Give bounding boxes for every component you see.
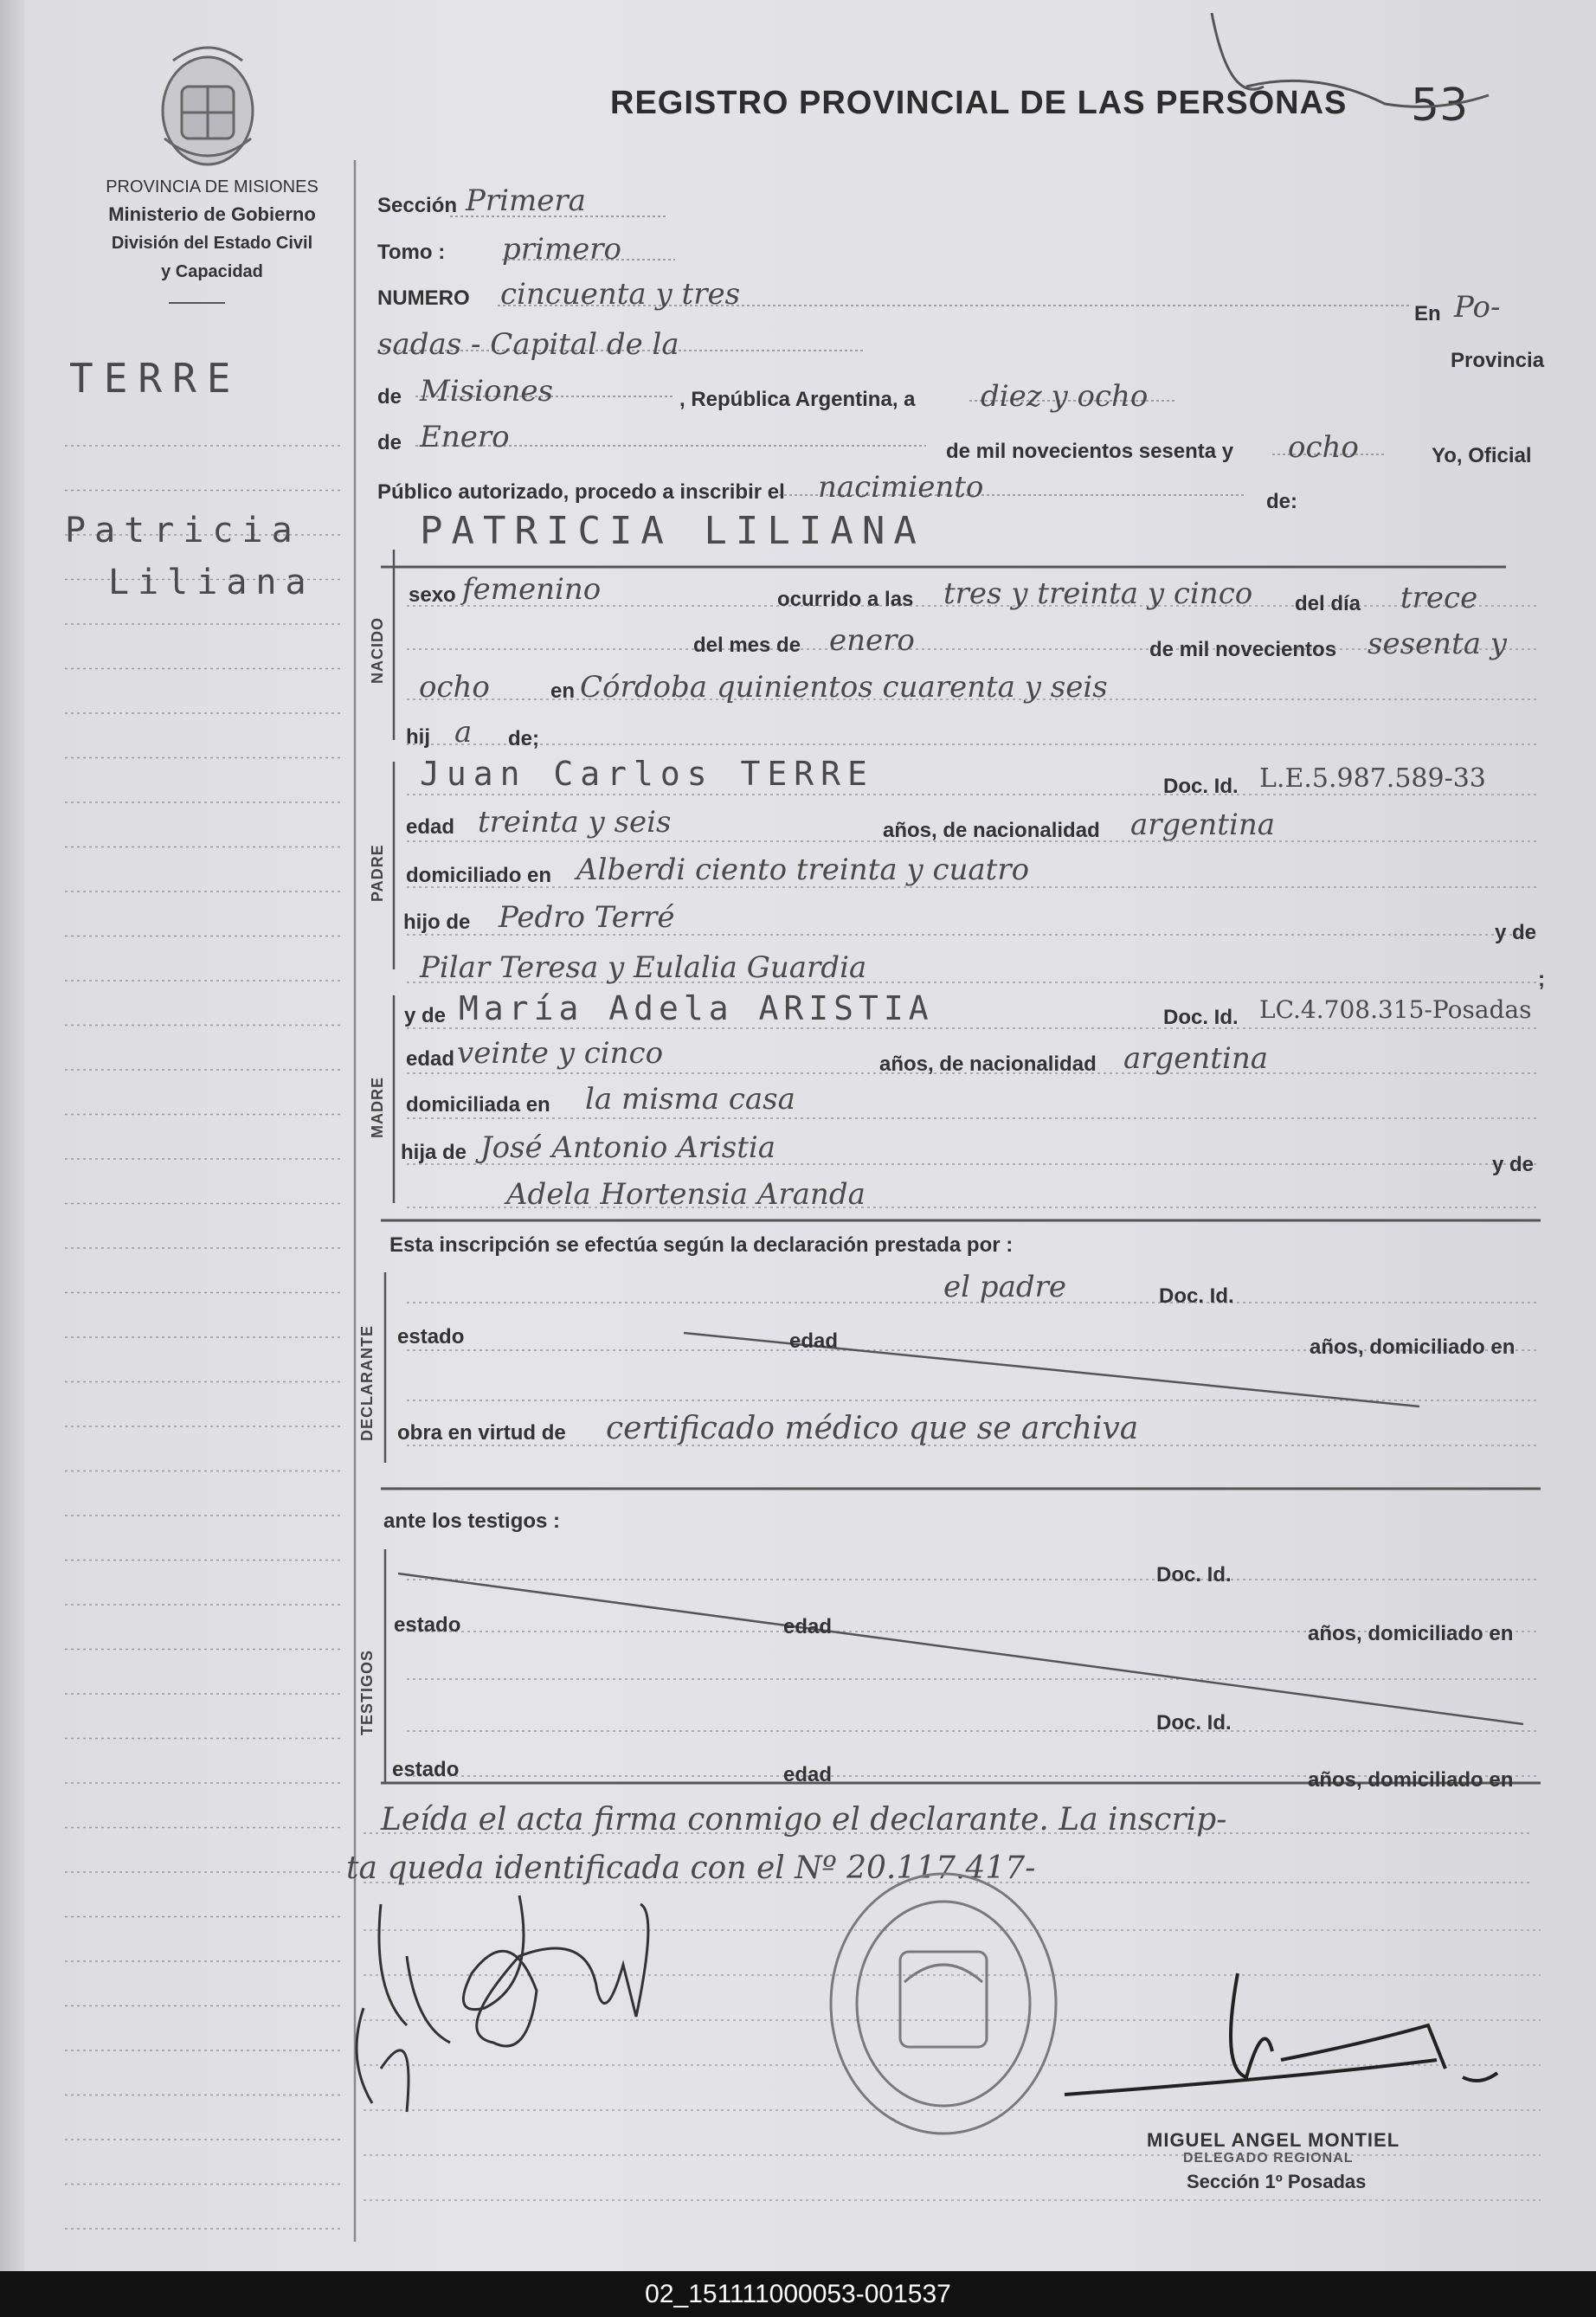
signatory-role: DELEGADO REGIONAL xyxy=(1183,2151,1354,2166)
entry-city-1: Po- xyxy=(1454,290,1501,325)
madre-doc: LC.4.708.315-Posadas xyxy=(1259,995,1532,1024)
label-del-mes: del mes de xyxy=(693,634,801,657)
madre-padre: José Antonio Aristia xyxy=(480,1130,776,1165)
madre-madre: Adela Hortensia Aranda xyxy=(506,1177,866,1212)
label-y-de-madre: y de xyxy=(404,1004,447,1027)
entry-dia: trece xyxy=(1400,581,1478,615)
label-doc-testigo-2: Doc. Id. xyxy=(1156,1711,1232,1735)
label-efectua: Esta inscripción se efectúa según la declaración prestada por : xyxy=(389,1233,1014,1257)
entry-lugar: Córdoba quinientos cuarenta y seis xyxy=(580,670,1108,705)
padre-nacionalidad: argentina xyxy=(1130,808,1276,842)
entry-fecha-mes: Enero xyxy=(420,420,510,454)
label-de-2: de xyxy=(377,431,402,454)
label-de-mil-nov: de mil novecientos xyxy=(1149,638,1337,661)
label-doc-testigo-1: Doc. Id. xyxy=(1156,1563,1232,1587)
label-edad-testigo-1: edad xyxy=(783,1615,833,1638)
section-label-testigos: TESTIGOS xyxy=(358,1649,376,1735)
closing-line-1: Leída el acta firma conmigo el declarante. La inscrip- xyxy=(381,1802,1227,1838)
entry-ano-nac-2: ocho xyxy=(419,670,490,705)
image-id: 02_151111000053-001537 xyxy=(645,2279,951,2308)
padre-padre: Pedro Terré xyxy=(499,900,675,935)
label-doc-madre: Doc. Id. xyxy=(1163,1006,1239,1029)
madre-edad: veinte y cinco xyxy=(457,1036,664,1071)
image-id-footer xyxy=(0,2271,1596,2317)
label-edad-madre: edad xyxy=(406,1047,455,1071)
label-seccion: Sección xyxy=(377,194,458,217)
madre-nombre: María Adela ARISTIA xyxy=(459,989,934,1027)
label-ocurrido: ocurrido a las xyxy=(777,588,914,611)
label-yo-oficial: Yo, Oficial xyxy=(1432,444,1532,467)
entry-nombre: PATRICIA LILIANA xyxy=(420,509,925,553)
label-de-mil: de mil novecientos sesenta y xyxy=(946,440,1234,463)
entry-mes: enero xyxy=(829,623,915,658)
label-domiciliada: domiciliada en xyxy=(406,1093,550,1117)
entry-provincia: Misiones xyxy=(420,374,553,409)
label-domiciliado: domiciliado en xyxy=(406,864,552,887)
label-doc-declarante: Doc. Id. xyxy=(1159,1284,1234,1308)
label-anos-dom-declarante: años, domiciliado en xyxy=(1310,1335,1516,1359)
margin-surname: TERRE xyxy=(69,355,241,402)
padre-domicilio: Alberdi ciento treinta y cuatro xyxy=(576,853,1030,887)
entry-sexo: femenino xyxy=(462,572,602,607)
section-label-declarante: DECLARANTE xyxy=(358,1325,376,1441)
entry-hora: tres y treinta y cinco xyxy=(943,576,1253,611)
entry-fecha-dia: diez y ocho xyxy=(981,379,1149,414)
label-edad-declarante: edad xyxy=(789,1329,839,1353)
closing-line-2: ta queda identificada con el Nº 20.117.417- xyxy=(346,1850,1036,1886)
office-line-1: PROVINCIA DE MISIONES xyxy=(106,177,319,196)
entry-tomo: primero xyxy=(502,232,621,267)
label-anos-dom-testigo-2: años, domiciliado en xyxy=(1308,1768,1514,1792)
label-de-semicolon: de; xyxy=(508,727,539,750)
label-de-1: de xyxy=(377,385,402,409)
entry-city-2: sadas - Capital de la xyxy=(377,327,679,362)
label-ante-testigos: ante los testigos : xyxy=(383,1509,561,1533)
label-anos-nac-padre: años, de nacionalidad xyxy=(883,819,1100,842)
section-label-padre: PADRE xyxy=(369,844,386,902)
office-line-3: División del Estado Civil xyxy=(111,234,313,253)
label-numero: NUMERO xyxy=(377,286,470,310)
label-provincia: Provincia xyxy=(1451,349,1545,372)
padre-nombre: Juan Carlos TERRE xyxy=(420,755,874,793)
label-sexo: sexo xyxy=(409,583,456,607)
office-line-2: Ministerio de Gobierno xyxy=(108,203,316,225)
entry-acto: nacimiento xyxy=(818,470,984,505)
label-de-colon: de: xyxy=(1266,490,1297,513)
entry-seccion: Primera xyxy=(466,183,586,218)
label-publico: Público autorizado, procedo a inscribir el xyxy=(377,480,785,504)
label-semicolon-padre: ; xyxy=(1538,968,1545,991)
declarante-obra: certificado médico que se archiva xyxy=(606,1411,1139,1446)
entry-ano: ocho xyxy=(1288,430,1359,465)
padre-edad: treinta y seis xyxy=(478,805,672,840)
label-anos-nac-madre: años, de nacionalidad xyxy=(879,1052,1097,1076)
label-anos-dom-testigo-1: años, domiciliado en xyxy=(1308,1622,1514,1645)
label-estado-testigo-1: estado xyxy=(394,1613,461,1637)
label-y-de-madre-2: y de xyxy=(1492,1153,1535,1176)
padre-madre: Pilar Teresa y Eulalia Guardia xyxy=(420,950,867,985)
section-label-madre: MADRE xyxy=(369,1077,386,1138)
label-republica: , República Argentina, a xyxy=(679,388,916,411)
office-line-4: y Capacidad xyxy=(161,262,263,281)
signatory-section: Sección 1º Posadas xyxy=(1187,2171,1367,2192)
label-hija-de: hija de xyxy=(401,1141,467,1164)
label-edad-testigo-2: edad xyxy=(783,1763,833,1786)
madre-nacionalidad: argentina xyxy=(1123,1041,1269,1076)
madre-domicilio: la misma casa xyxy=(585,1082,795,1117)
margin-given-1: Patricia xyxy=(65,511,301,550)
label-hij: hij xyxy=(406,725,430,749)
declarante-por: el padre xyxy=(943,1270,1066,1304)
signatory-name: MIGUEL ANGEL MONTIEL xyxy=(1147,2129,1400,2151)
label-edad-padre: edad xyxy=(406,815,455,839)
section-label-nacido: NACIDO xyxy=(369,617,386,684)
label-doc-padre: Doc. Id. xyxy=(1163,775,1239,798)
register-title: REGISTRO PROVINCIAL DE LAS PERSONAS xyxy=(610,85,1348,121)
padre-doc: L.E.5.987.589-33 xyxy=(1259,763,1486,794)
entry-ano-nac-1: sesenta y xyxy=(1368,627,1507,661)
label-en: En xyxy=(1414,302,1441,325)
margin-given-2: Liliana xyxy=(108,563,315,602)
label-tomo: Tomo : xyxy=(377,241,446,264)
label-en-lugar: en xyxy=(550,679,576,703)
label-del-dia: del día xyxy=(1295,592,1361,615)
label-hijo-de: hijo de xyxy=(403,911,471,934)
label-obra: obra en virtud de xyxy=(397,1421,566,1445)
label-y-de-padre: y de xyxy=(1495,921,1537,944)
entry-numero: cincuenta y tres xyxy=(500,277,741,312)
entry-hij-suffix: a xyxy=(454,715,473,750)
label-estado-declarante: estado xyxy=(397,1325,465,1348)
folio-number: 53 xyxy=(1411,80,1469,132)
label-estado-testigo-2: estado xyxy=(392,1758,460,1781)
